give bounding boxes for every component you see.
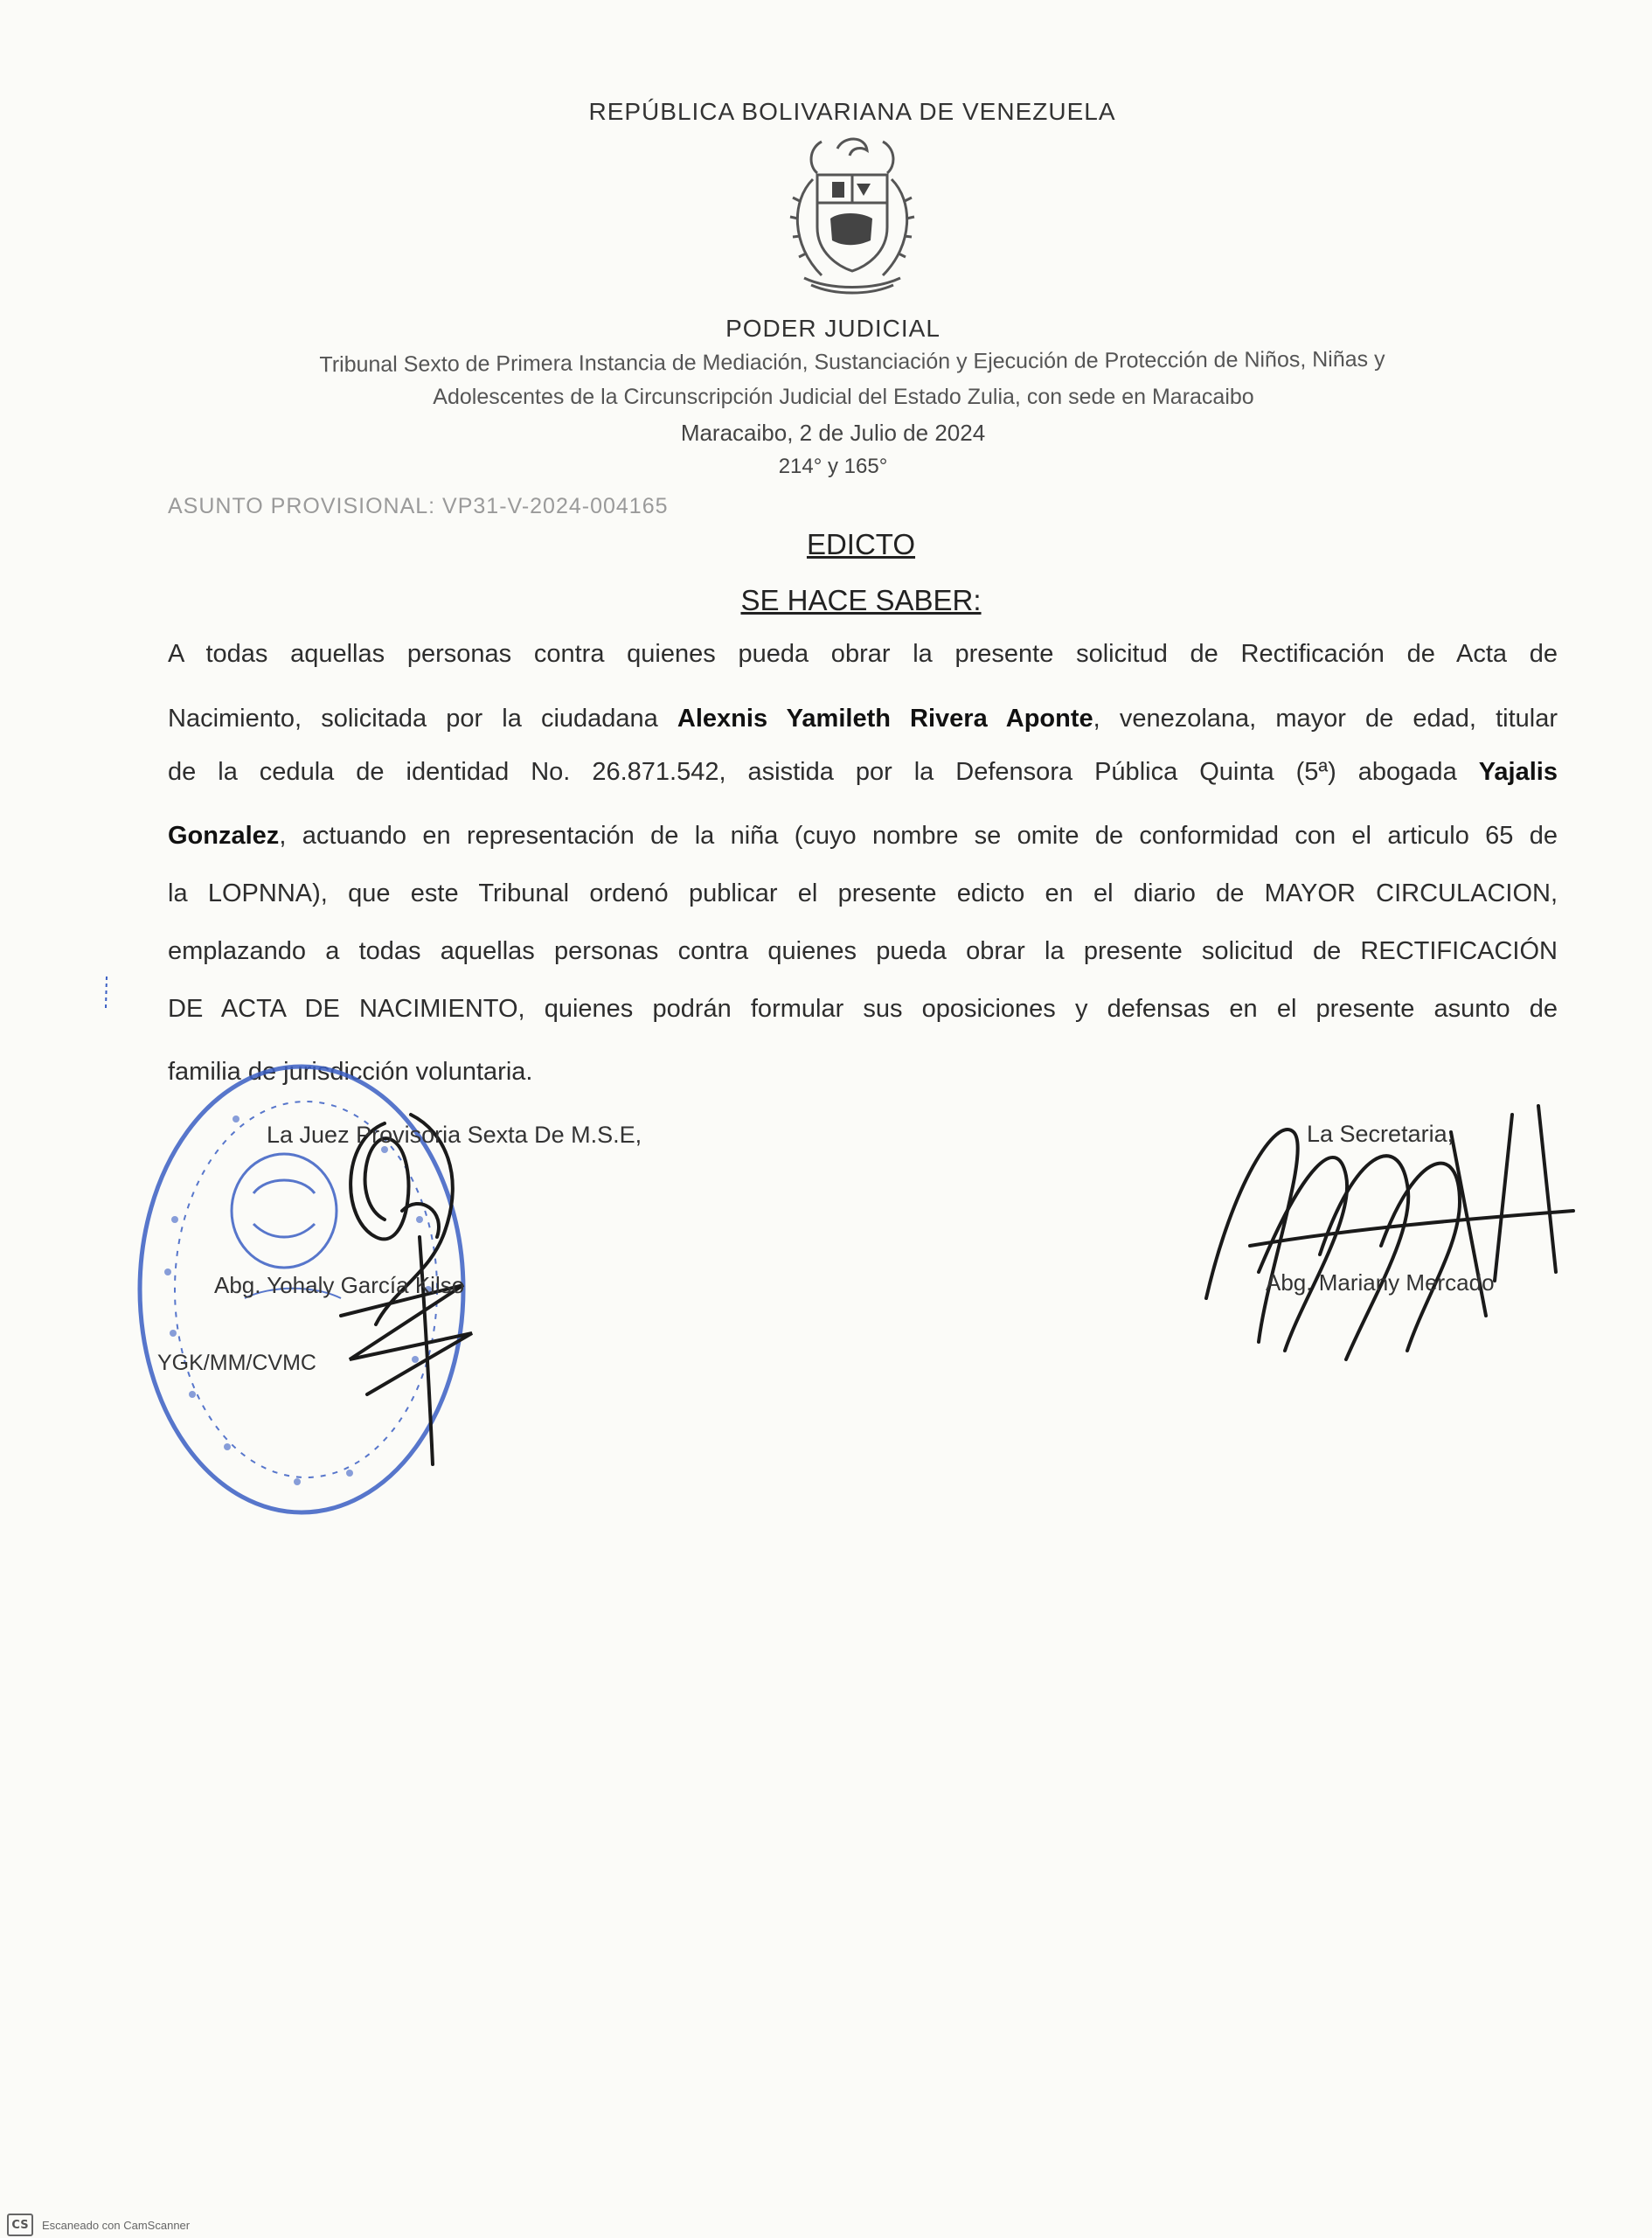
edict-title: EDICTO bbox=[806, 528, 916, 560]
camscanner-logo-icon: CS bbox=[7, 2214, 33, 2236]
secretary-name: Abg. Mariany Mercado bbox=[1266, 1269, 1495, 1296]
scanner-text: Escaneado con CamScanner bbox=[42, 2218, 191, 2232]
case-number: ASUNTO PROVISIONAL: VP31-V-2024-004165 bbox=[168, 494, 669, 518]
coat-of-arms-icon bbox=[769, 131, 935, 297]
judge-name: Abg. Yohaly García Kilso bbox=[214, 1272, 465, 1298]
court-name-line-1: Tribunal Sexto de Primera Instancia de Mediación, Sustanciación y Ejecución de Protección de Niños, Niñas y bbox=[319, 346, 1385, 378]
body-line-8: familia de jurisdicción voluntaria. bbox=[168, 1058, 533, 1086]
court-name-line-2: Adolescentes de la Circunscripción Judicial del Estado Zulia, con sede en Maracaibo bbox=[433, 385, 1254, 409]
body-text: de la cedula de identidad No. 26.871.542, asistida por la Defensora Pública Quinta (5ª) abogada bbox=[168, 758, 1479, 786]
applicant-name: Alexnis Yamileth Rivera Aponte bbox=[677, 705, 1093, 733]
body-line-5: la LOPNNA), que este Tribunal ordenó publicar el presente edicto en el diario de MAYOR CIRCULACION, bbox=[168, 879, 1558, 907]
attorney-first-name: Yajalis bbox=[1478, 758, 1558, 786]
body-line-2 bbox=[168, 705, 1558, 733]
attorney-last-name: Gonzalez bbox=[168, 822, 280, 850]
reference-initials: YGK/MM/CVMC bbox=[157, 1351, 316, 1375]
stray-ink-mark bbox=[103, 975, 110, 1010]
judicial-branch-heading: PODER JUDICIAL bbox=[725, 315, 941, 342]
independence-years: 214° y 165° bbox=[778, 455, 888, 478]
body-line-3 bbox=[168, 758, 1558, 787]
body-line-1: A todas aquellas personas contra quienes pueda obrar la presente solicitud de Rectificación de Acta de bbox=[168, 640, 1558, 668]
notice-subtitle: SE HACE SABER: bbox=[740, 584, 982, 616]
body-text: , actuando en representación de la niña (cuyo nombre se omite de conformidad con el articulo 65 de bbox=[279, 822, 1558, 850]
judge-title: La Juez Provisoria Sexta De M.S.E, bbox=[267, 1122, 642, 1148]
body-text: , venezolana, mayor de edad, titular bbox=[1093, 705, 1558, 733]
body-line-7: DE ACTA DE NACIMIENTO, quienes podrán formular sus oposiciones y defensas en el presente asunto de bbox=[168, 995, 1558, 1023]
secretary-title: La Secretaria, bbox=[1307, 1121, 1454, 1147]
body-text: Nacimiento, solicitada por la ciudadana bbox=[168, 705, 677, 733]
place-date: Maracaibo, 2 de Julio de 2024 bbox=[680, 420, 986, 446]
scanner-footer bbox=[7, 2214, 190, 2236]
republic-heading: REPÚBLICA BOLIVARIANA DE VENEZUELA bbox=[588, 98, 1116, 125]
body-line-4 bbox=[168, 822, 1558, 851]
body-line-6: emplazando a todas aquellas personas contra quienes pueda obrar la presente solicitud de RECTIFICACIÓN bbox=[168, 937, 1558, 965]
